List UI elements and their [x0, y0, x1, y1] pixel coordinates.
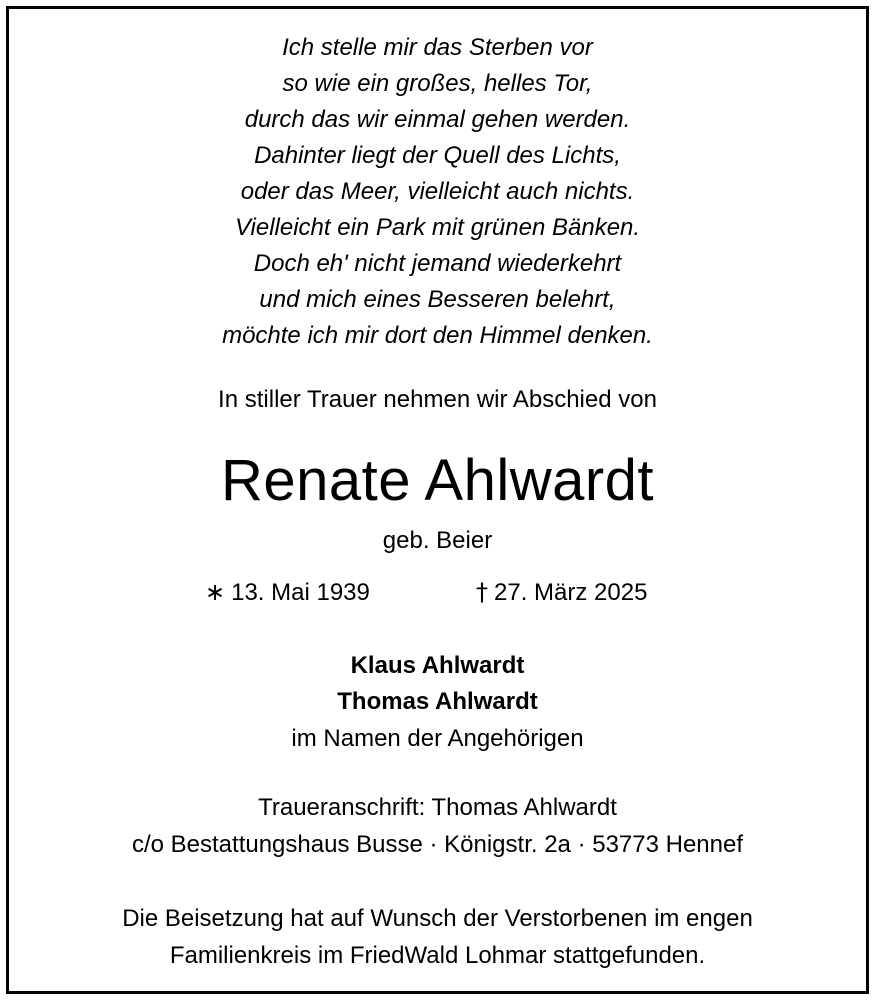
address-line: Traueranschrift: Thomas Ahlwardt [258, 794, 617, 821]
poem-line: Dahinter liegt der Quell des Lichts, [254, 142, 621, 169]
mourner-name: Klaus Ahlwardt [350, 652, 525, 679]
poem-line: Doch eh' nicht jemand wiederkehrt [253, 250, 622, 277]
mourners-note: im Namen der Angehörigen [291, 725, 584, 752]
poem-line: durch das wir einmal gehen werden. [244, 106, 631, 133]
birth-date-group [205, 580, 370, 605]
poem-line: Ich stelle mir das Sterben vor [282, 34, 593, 61]
deceased-name: Renate Ahlwardt [220, 448, 655, 513]
birth-name: geb. Beier [382, 527, 493, 554]
death-cross-icon: † [476, 578, 488, 606]
intro-text: In stiller Trauer nehmen wir Abschied von [218, 386, 657, 413]
poem-line: Vielleicht ein Park mit grünen Bänken. [234, 214, 641, 241]
poem-line: möchte ich mir dort den Himmel denken. [222, 322, 653, 349]
notice-line: Familienkreis im FriedWald Lohmar stattgefunden. [169, 942, 706, 969]
birth-star-icon: ∗ [205, 578, 226, 606]
birth-date: 13. Mai 1939 [231, 579, 370, 606]
poem-line: und mich eines Besseren belehrt, [259, 286, 616, 313]
life-dates [0, 580, 875, 610]
death-date: 27. März 2025 [494, 579, 648, 606]
address-line: c/o Bestattungshaus Busse · Königstr. 2a · 53773 Hennef [131, 831, 744, 858]
notice-line: Die Beisetzung hat auf Wunsch der Verstorbenen im engen [122, 905, 753, 932]
mourner-name: Thomas Ahlwardt [337, 688, 538, 715]
poem-line: so wie ein großes, helles Tor, [282, 70, 593, 97]
death-date-group [476, 580, 647, 605]
poem-line: oder das Meer, vielleicht auch nichts. [240, 178, 635, 205]
